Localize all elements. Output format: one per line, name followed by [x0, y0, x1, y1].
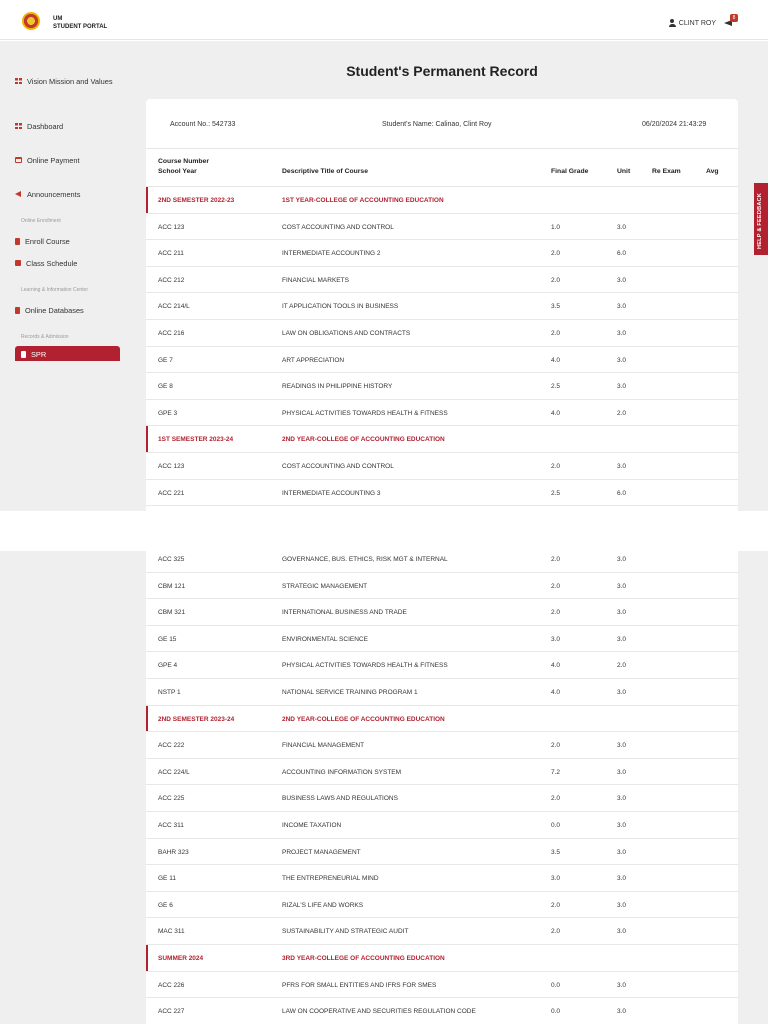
- final-grade: 4.0: [551, 662, 561, 670]
- header-unit: Unit: [617, 168, 631, 175]
- brand-line-1: UM: [53, 16, 63, 22]
- course-code: ACC 216: [158, 330, 185, 337]
- course-title: ENVIRONMENTAL SCIENCE: [282, 635, 368, 643]
- course-code: ACC 211: [158, 250, 184, 258]
- course-unit: 3.0: [617, 383, 627, 391]
- course-code: ACC 123: [158, 463, 185, 470]
- sidebar-item-announcements[interactable]: [15, 190, 125, 199]
- final-grade: 3.5: [551, 848, 561, 856]
- final-grade: 2.0: [551, 795, 561, 803]
- course-unit: 6.0: [617, 250, 627, 258]
- course-unit: 3.0: [617, 901, 627, 909]
- course-title: 2ND YEAR-COLLEGE OF ACCOUNTING EDUCATION: [282, 436, 445, 444]
- course-unit: 2.0: [617, 409, 627, 417]
- table-row: [146, 839, 738, 866]
- table-row: [146, 998, 738, 1024]
- course-title: BUSINESS LAWS AND REGULATIONS: [282, 795, 398, 803]
- course-title: READINGS IN PHILIPPINE HISTORY: [282, 383, 393, 391]
- sidebar-item-label: Online Payment: [27, 156, 80, 165]
- course-unit: 3.0: [617, 356, 627, 364]
- user-name: CLINT ROY: [678, 19, 716, 27]
- file-icon: [21, 351, 26, 358]
- table-row: [146, 267, 738, 294]
- course-unit: 3.0: [617, 1008, 627, 1016]
- course-title: INTERNATIONAL BUSINESS AND TRADE: [282, 609, 407, 617]
- course-code: GE 6: [158, 901, 173, 909]
- course-code: GE 8: [158, 383, 173, 391]
- final-grade: 3.0: [551, 875, 561, 883]
- header-descriptive-title: Descriptive Title of Course: [282, 168, 368, 175]
- table-row: [146, 320, 738, 347]
- final-grade: 2.0: [551, 463, 561, 470]
- course-code: BAHR 323: [158, 848, 189, 856]
- final-grade: 2.0: [551, 276, 561, 284]
- course-title: SUSTAINABILITY AND STRATEGIC AUDIT: [282, 928, 409, 936]
- table-row: [146, 812, 738, 839]
- table-row: [146, 293, 738, 320]
- course-title: LAW ON COOPERATIVE AND SECURITIES REGULATION CODE: [282, 1008, 476, 1016]
- course-code: ACC 222: [158, 742, 185, 750]
- course-unit: 3.0: [617, 609, 627, 617]
- record-card: [146, 99, 738, 511]
- database-icon: [15, 307, 20, 314]
- course-title: COST ACCOUNTING AND CONTROL: [282, 223, 394, 231]
- briefcase-icon: [15, 260, 21, 266]
- final-grade: 4.0: [551, 409, 561, 417]
- course-title: ART APPRECIATION: [282, 356, 345, 364]
- megaphone-icon: [15, 191, 22, 197]
- course-unit: 3.0: [617, 689, 627, 696]
- sidebar-item-class-schedule[interactable]: [15, 259, 125, 268]
- course-code: GE 15: [158, 635, 177, 643]
- credit-card-icon: [15, 157, 22, 163]
- table-row: [146, 759, 738, 786]
- university-logo[interactable]: [22, 12, 40, 30]
- final-grade: 2.0: [551, 901, 561, 909]
- course-unit: 3.0: [617, 330, 627, 337]
- table-row: [146, 453, 738, 480]
- course-title: INTERMEDIATE ACCOUNTING 2: [282, 250, 381, 258]
- final-grade: 3.0: [551, 635, 561, 643]
- final-grade: 2.0: [551, 928, 561, 936]
- table-row: [146, 732, 738, 759]
- sidebar-item-online-databases[interactable]: [15, 306, 125, 315]
- semester-header-row: [146, 426, 738, 453]
- course-title: ACCOUNTING INFORMATION SYSTEM: [282, 768, 402, 776]
- course-code: ACC 214/L: [158, 303, 190, 311]
- course-code: GPE 4: [158, 662, 178, 670]
- sidebar-item-label: Announcements: [27, 190, 81, 199]
- table-row: [146, 400, 738, 427]
- course-title: IT APPLICATION TOOLS IN BUSINESS: [282, 303, 399, 311]
- course-unit: 3.0: [617, 848, 627, 856]
- final-grade: 3.5: [551, 303, 561, 311]
- course-code: ACC 227: [158, 1008, 185, 1016]
- course-unit: 3.0: [617, 928, 627, 936]
- sidebar-group-learning-center: Learning & Information Center: [21, 287, 88, 293]
- course-code: SUMMER 2024: [158, 955, 204, 962]
- sidebar-item-label: Dashboard: [27, 122, 64, 131]
- record-timestamp: 06/20/2024 21:43:29: [642, 121, 707, 128]
- table-row: [146, 626, 738, 653]
- course-unit: 3.0: [617, 822, 627, 829]
- header-avg: Avg: [706, 168, 719, 175]
- help-feedback-label: HELP & FEEDBACK: [757, 192, 763, 249]
- semester-header-row: [146, 187, 738, 214]
- record-card-continued: [146, 551, 738, 1024]
- course-unit: 3.0: [617, 742, 627, 750]
- top-header: [0, 0, 768, 40]
- course-unit: 3.0: [617, 582, 627, 590]
- final-grade: 0.0: [551, 981, 561, 989]
- student-name: Student's Name: Calinao, Clint Roy: [382, 121, 492, 128]
- course-code: ACC 212: [158, 276, 185, 284]
- course-title: INTERMEDIATE ACCOUNTING 3: [282, 489, 381, 497]
- course-title: 3RD YEAR-COLLEGE OF ACCOUNTING EDUCATION: [282, 955, 445, 962]
- course-title: COST ACCOUNTING AND CONTROL: [282, 463, 394, 470]
- notification-badge: 8: [730, 14, 738, 22]
- sidebar-item-spr[interactable]: [15, 346, 120, 361]
- sidebar-item-vision-mission[interactable]: [15, 77, 125, 86]
- sidebar-item-label: Vision Mission and Values: [27, 77, 113, 86]
- table-row: [146, 679, 738, 706]
- course-title: NATIONAL SERVICE TRAINING PROGRAM 1: [282, 689, 418, 696]
- course-code: ACC 311: [158, 822, 184, 829]
- grid-icon: [15, 78, 22, 84]
- course-title: 1ST YEAR-COLLEGE OF ACCOUNTING EDUCATION: [282, 197, 444, 204]
- course-code: ACC 224/L: [158, 768, 190, 776]
- table-row: [146, 892, 738, 919]
- course-code: ACC 325: [158, 556, 185, 563]
- course-code: GPE 3: [158, 409, 178, 417]
- user-menu[interactable]: [669, 19, 716, 27]
- account-info-row: [146, 99, 738, 149]
- final-grade: 4.0: [551, 356, 561, 364]
- table-row: [146, 599, 738, 626]
- final-grade: 0.0: [551, 1008, 561, 1016]
- header-final-grade: Final Grade: [551, 168, 589, 175]
- sidebar-group-online-enrollment: Online Enrollment: [21, 218, 61, 224]
- course-unit: 3.0: [617, 556, 627, 563]
- final-grade: 7.2: [551, 768, 561, 776]
- table-row: [146, 551, 738, 573]
- table-row: [146, 480, 738, 507]
- header-course-number: Course Number: [158, 158, 209, 165]
- sidebar-item-label: Class Schedule: [26, 259, 78, 268]
- course-title: INCOME TAXATION: [282, 822, 342, 829]
- course-title: THE ENTREPRENEURIAL MIND: [282, 875, 379, 883]
- course-title: RIZAL'S LIFE AND WORKS: [282, 901, 364, 909]
- final-grade: 2.0: [551, 582, 561, 590]
- course-title: GOVERNANCE, BUS. ETHICS, RISK MGT & INTERNAL: [282, 556, 448, 563]
- course-code: GE 7: [158, 356, 173, 364]
- header-re-exam: Re Exam: [652, 168, 681, 175]
- brand-line-2: STUDENT PORTAL: [53, 24, 108, 30]
- portal-brand[interactable]: [53, 15, 107, 31]
- sidebar-item-dashboard[interactable]: [15, 122, 125, 131]
- course-unit: 2.0: [617, 662, 627, 670]
- course-title: PHYSICAL ACTIVITIES TOWARDS HEALTH & FITNESS: [282, 662, 448, 670]
- final-grade: 2.0: [551, 609, 561, 617]
- course-unit: 3.0: [617, 795, 627, 803]
- header-school-year: School Year: [158, 168, 197, 175]
- sidebar-item-online-payment[interactable]: [15, 156, 125, 165]
- course-code: 1ST SEMESTER 2023-24: [158, 436, 234, 444]
- course-code: MAC 311: [158, 928, 185, 936]
- table-row: [146, 373, 738, 400]
- account-number: Account No.: 542733: [170, 121, 236, 128]
- final-grade: 2.5: [551, 489, 561, 497]
- semester-header-row: [146, 945, 738, 972]
- table-row: [146, 240, 738, 267]
- screen-section-top: [0, 41, 768, 511]
- file-icon: [15, 238, 20, 245]
- course-unit: 3.0: [617, 875, 627, 883]
- course-unit: 3.0: [617, 768, 627, 776]
- final-grade: 2.0: [551, 556, 561, 563]
- course-unit: 3.0: [617, 981, 627, 989]
- course-code: ACC 221: [158, 489, 185, 497]
- sidebar-item-label: SPR: [31, 350, 47, 359]
- final-grade: 2.5: [551, 383, 561, 391]
- course-code: CBM 321: [158, 609, 186, 617]
- table-row: [146, 652, 738, 679]
- final-grade: 2.0: [551, 250, 561, 258]
- course-unit: 3.0: [617, 635, 627, 643]
- table-header: [146, 149, 738, 187]
- table-row: [146, 972, 738, 999]
- final-grade: 2.0: [551, 742, 561, 750]
- course-code: CBM 121: [158, 582, 186, 590]
- course-title: FINANCIAL MANAGEMENT: [282, 742, 365, 750]
- table-row: [146, 347, 738, 374]
- course-code: 2ND SEMESTER 2022-23: [158, 197, 235, 204]
- final-grade: 0.0: [551, 822, 561, 829]
- course-title: 2ND YEAR-COLLEGE OF ACCOUNTING EDUCATION: [282, 715, 445, 723]
- sidebar-item-label: Online Databases: [25, 306, 84, 315]
- course-unit: 3.0: [617, 223, 627, 231]
- course-title: FINANCIAL MARKETS: [282, 276, 349, 284]
- grid-icon: [15, 123, 22, 129]
- course-code: 2ND SEMESTER 2023-24: [158, 715, 235, 723]
- course-title: PROJECT MANAGEMENT: [282, 848, 361, 856]
- course-code: ACC 225: [158, 795, 185, 803]
- sidebar-item-enroll-course[interactable]: [15, 237, 125, 246]
- table-row: [146, 918, 738, 945]
- sidebar-group-records-admission: Records & Admission: [21, 334, 69, 340]
- final-grade: 4.0: [551, 689, 561, 696]
- sidebar-item-label: Enroll Course: [25, 237, 70, 246]
- course-title: LAW ON OBLIGATIONS AND CONTRACTS: [282, 330, 411, 337]
- course-code: NSTP 1: [158, 689, 181, 696]
- course-unit: 3.0: [617, 303, 627, 311]
- page-title: Student's Permanent Record: [346, 63, 538, 79]
- table-row: [146, 214, 738, 241]
- semester-header-row: [146, 706, 738, 733]
- course-code: ACC 123: [158, 223, 185, 231]
- course-code: GE 11: [158, 875, 176, 883]
- course-title: PHYSICAL ACTIVITIES TOWARDS HEALTH & FITNESS: [282, 409, 448, 417]
- course-unit: 3.0: [617, 463, 627, 470]
- table-row: [146, 785, 738, 812]
- course-unit: 3.0: [617, 276, 627, 284]
- screen-section-bottom: [0, 551, 768, 1024]
- user-icon: [669, 19, 676, 27]
- course-unit: 6.0: [617, 489, 627, 497]
- table-row: [146, 573, 738, 600]
- final-grade: 2.0: [551, 330, 561, 337]
- course-code: ACC 226: [158, 981, 185, 989]
- final-grade: 1.0: [551, 223, 561, 231]
- help-feedback-tab[interactable]: [754, 183, 768, 255]
- course-title: PFRS FOR SMALL ENTITIES AND IFRS FOR SMES: [282, 981, 437, 989]
- course-title: STRATEGIC MANAGEMENT: [282, 582, 368, 590]
- table-row: [146, 865, 738, 892]
